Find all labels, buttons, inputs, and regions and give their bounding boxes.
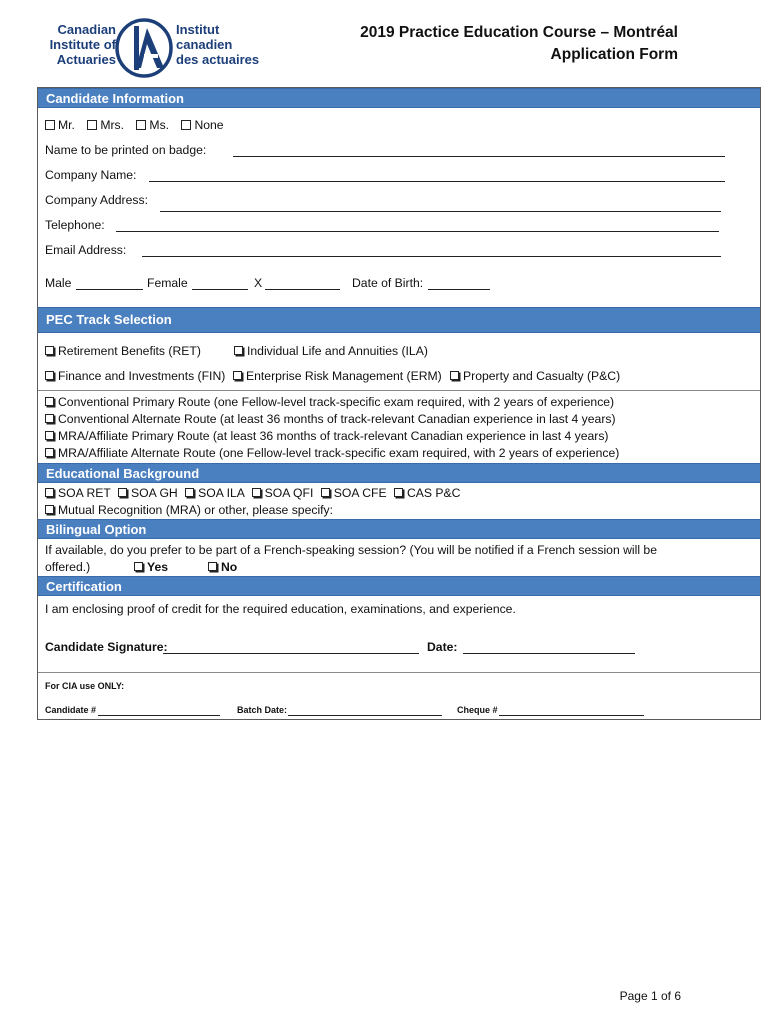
route-label: MRA/Affiliate Primary Route (at least 36 months of track-relevant Canadian experience in last 4 years) [58, 429, 609, 443]
email-field[interactable] [142, 256, 721, 257]
mra-option[interactable] [45, 503, 333, 517]
checkbox-icon [181, 120, 191, 130]
exam-soa-qfi[interactable] [252, 486, 314, 500]
email-label: Email Address: [45, 243, 127, 257]
office-batch-field[interactable] [288, 715, 442, 716]
exam-label: SOA ILA [198, 486, 245, 500]
checkbox-icon [45, 505, 54, 514]
office-use-heading: For CIA use ONLY: [45, 681, 125, 691]
checkbox-icon [45, 346, 54, 355]
salutation-label: Mrs. [100, 118, 125, 132]
bilingual-question-line1: If available, do you prefer to be part of a French-speaking session? (You will be notified if a French session will be [45, 543, 657, 557]
dob-label: Date of Birth: [352, 276, 424, 290]
track-label: Retirement Benefits (RET) [58, 344, 201, 358]
cia-logo [44, 18, 284, 78]
date-field[interactable] [463, 653, 635, 654]
exam-options [45, 486, 460, 500]
route-conventional-primary[interactable] [45, 395, 614, 409]
checkbox-icon [87, 120, 97, 130]
checkbox-icon [45, 120, 55, 130]
track-ret[interactable] [45, 344, 201, 358]
route-conventional-alternate[interactable] [45, 412, 616, 426]
checkbox-icon [45, 414, 54, 423]
exam-soa-ila[interactable] [185, 486, 244, 500]
track-erm[interactable] [233, 369, 442, 383]
x-label: X [254, 276, 263, 290]
checkbox-icon [208, 562, 217, 571]
page-number: Page 1 of 6 [619, 989, 681, 1003]
exam-soa-ret[interactable] [45, 486, 111, 500]
company-address-field[interactable] [160, 211, 721, 212]
exam-label: CAS P&C [406, 486, 461, 500]
checkbox-icon [234, 346, 243, 355]
checkbox-icon [45, 448, 54, 457]
certification-statement: I am enclosing proof of credit for the required education, examinations, and experience. [45, 602, 516, 616]
checkbox-icon [394, 488, 403, 497]
track-fin[interactable] [45, 369, 225, 383]
salutation-label: Ms. [149, 118, 170, 132]
salutation-label: Mr. [58, 118, 75, 132]
mra-label: Mutual Recognition (MRA) or other, please specify: [58, 503, 334, 517]
date-label: Date: [427, 640, 458, 654]
checkbox-icon [134, 562, 143, 571]
section-divider [38, 672, 760, 673]
x-field[interactable] [265, 289, 340, 290]
salutation-options [45, 118, 233, 132]
logo-fr-line: des actuaires [176, 52, 260, 67]
logo-en-line: Canadian [57, 22, 116, 37]
section-divider [38, 390, 760, 391]
logo-french-name [176, 22, 259, 67]
logo-en-line: Actuaries [56, 52, 116, 67]
salutation-ms[interactable] [136, 118, 169, 132]
logo-fr-line: canadien [176, 37, 233, 52]
signature-field[interactable] [163, 653, 419, 654]
office-candidate-label: Candidate # [45, 705, 97, 715]
office-batch-label: Batch Date: [237, 705, 288, 715]
checkbox-icon [233, 371, 242, 380]
logo-english-name [48, 22, 116, 67]
company-name-field[interactable] [149, 181, 725, 182]
pec-track-header: PEC Track Selection [38, 307, 760, 333]
office-cheque-field[interactable] [499, 715, 644, 716]
route-mra-primary[interactable] [45, 429, 609, 443]
telephone-label: Telephone: [45, 218, 105, 232]
bilingual-question-line2: offered.) [45, 560, 91, 574]
salutation-mr[interactable] [45, 118, 75, 132]
dob-field[interactable] [428, 289, 490, 290]
track-label: Property and Casualty (P&C) [463, 369, 621, 383]
checkbox-icon [118, 488, 127, 497]
exam-cas-pc[interactable] [394, 486, 461, 500]
exam-label: SOA RET [58, 486, 111, 500]
exam-label: SOA QFI [264, 486, 314, 500]
exam-label: SOA CFE [333, 486, 387, 500]
checkbox-icon [252, 488, 261, 497]
form-title-line1: 2019 Practice Education Course – Montréal [360, 24, 678, 41]
checkbox-icon [45, 371, 54, 380]
track-label: Individual Life and Annuities (ILA) [247, 344, 428, 358]
company-address-label: Company Address: [45, 193, 148, 207]
telephone-field[interactable] [116, 231, 719, 232]
checkbox-icon [45, 397, 54, 406]
form-title [360, 22, 678, 66]
badge-name-label: Name to be printed on badge: [45, 143, 207, 157]
logo-fr-line: Institut [176, 22, 220, 37]
checkbox-icon [45, 488, 54, 497]
education-header: Educational Background [38, 463, 760, 483]
checkbox-icon [450, 371, 459, 380]
exam-label: SOA GH [131, 486, 178, 500]
salutation-none[interactable] [181, 118, 223, 132]
checkbox-icon [45, 431, 54, 440]
salutation-label: None [194, 118, 224, 132]
signature-label: Candidate Signature: [45, 640, 168, 654]
bilingual-no[interactable] [208, 560, 237, 574]
bilingual-yes[interactable] [134, 560, 168, 574]
bilingual-header: Bilingual Option [38, 519, 760, 539]
form-title-line2: Application Form [550, 46, 678, 63]
yes-label: Yes [147, 560, 169, 574]
track-ila[interactable] [234, 344, 428, 358]
female-field[interactable] [192, 289, 248, 290]
office-candidate-field[interactable] [98, 715, 220, 716]
route-label: Conventional Alternate Route (at least 36 months of track-relevant Canadian experience in last 4 years) [58, 412, 616, 426]
exam-soa-gh[interactable] [118, 486, 178, 500]
exam-soa-cfe[interactable] [321, 486, 387, 500]
certification-header: Certification [38, 576, 760, 596]
no-label: No [221, 560, 238, 574]
female-label: Female [147, 276, 188, 290]
office-cheque-label: Cheque # [457, 705, 498, 715]
male-field[interactable] [76, 289, 143, 290]
application-form [37, 87, 761, 720]
checkbox-icon [185, 488, 194, 497]
cia-emblem-icon [114, 18, 174, 78]
route-label: MRA/Affiliate Alternate Route (one Fellow-level track-specific exam required, with 2 years of experience) [58, 446, 620, 460]
candidate-info-header: Candidate Information [38, 88, 760, 108]
badge-name-field[interactable] [233, 156, 725, 157]
checkbox-icon [136, 120, 146, 130]
track-label: Finance and Investments (FIN) [58, 369, 226, 383]
company-name-label: Company Name: [45, 168, 137, 182]
checkbox-icon [321, 488, 330, 497]
track-pc[interactable] [450, 369, 620, 383]
route-mra-alternate[interactable] [45, 446, 619, 460]
salutation-mrs[interactable] [87, 118, 124, 132]
logo-en-line: Institute of [49, 37, 116, 52]
male-label: Male [45, 276, 72, 290]
route-label: Conventional Primary Route (one Fellow-level track-specific exam required, with 2 years of experience) [58, 395, 615, 409]
track-label: Enterprise Risk Management (ERM) [246, 369, 442, 383]
